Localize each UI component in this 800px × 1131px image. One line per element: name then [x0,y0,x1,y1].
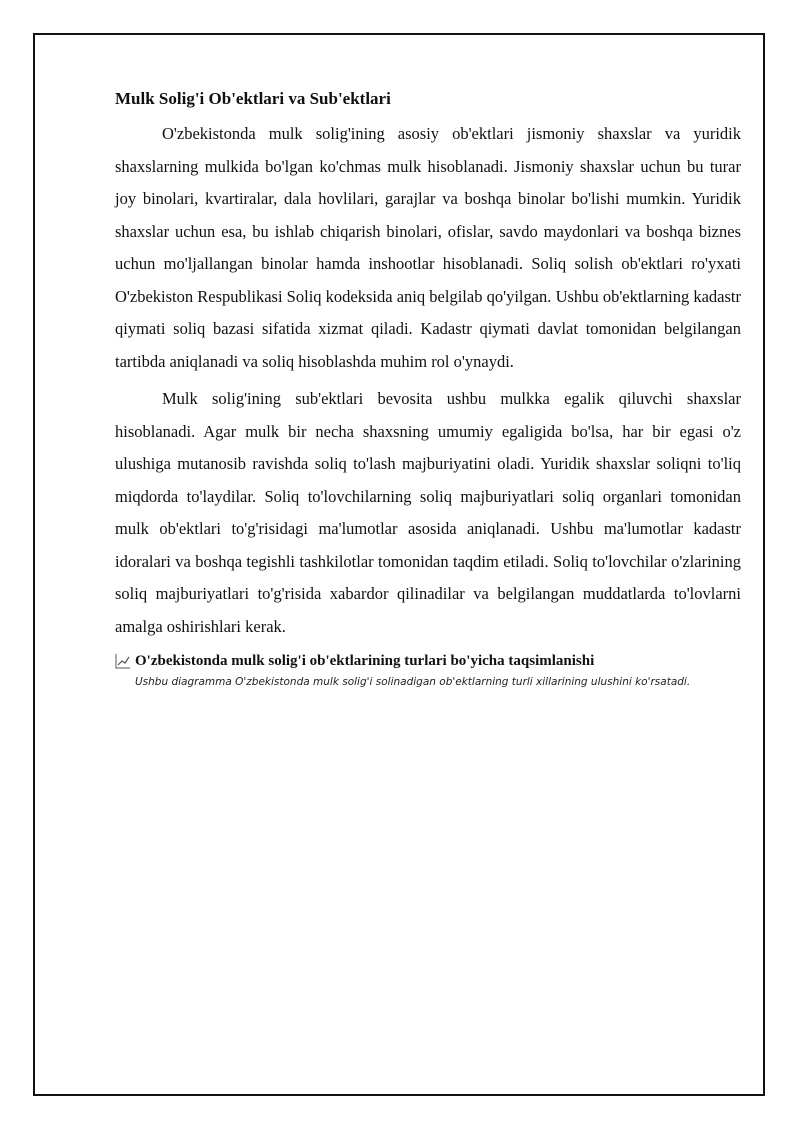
paragraph-objects: O'zbekistonda mulk solig'ining asosiy ob'ektlari jismoniy shaxslar va yuridik shaxslarning mulkida bo'lgan ko'chmas mulk hisoblanadi. Jismoniy shaxslar uchun bu turar joy binolari, kvartiralar, dala hovlilari, garajlar va boshqa binolar bo'lishi mumkin. Yuridik shaxslar uchun esa, bu ishlab chiqarish binolari, ofislar, savdo maydonlari va boshqa biznes uchun mo'ljallangan binolar hamda inshootlar hisoblanadi. Soliq solish ob'ektlari ro'yxati O'zbekiston Respublikasi Soliq kodeksida aniq belgilab qo'yilgan. Ushbu ob'ektlarning kadastr qiymati soliq bazasi sifatida xizmat qiladi. Kadastr qiymati davlat tomonidan belgilangan tartibda aniqlanadi va soliq hisoblashda muhim rol o'ynaydi. [115,124,741,371]
figure-caption [115,650,741,672]
figure-caption-text: O'zbekistonda mulk solig'i ob'ektlarining turlari bo'yicha taqsimlanishi [135,653,595,669]
document-body [115,88,741,690]
figure-description: Ushbu diagramma O'zbekistonda mulk solig'i solinadigan ob'ektlarning turli xillarining ulushini ko'rsatadi. [135,676,691,688]
section-heading: Mulk Solig'i Ob'ektlari va Sub'ektlari [115,89,391,108]
paragraph-subjects: Mulk solig'ining sub'ektlari bevosita ushbu mulkka egalik qiluvchi shaxslar hisoblanadi. Agar mulk bir necha shaxsning umumiy egaligida bo'lsa, har bir egasi o'z ulushiga mutanosib ravishda soliq to'lash majburiyatini oladi. Yuridik shaxslar soliqni to'liq miqdorda to'laydilar. Soliq to'lovchilarning soliq majburiyatlari soliq organlari tomonidan mulk ob'ektlari to'g'risidagi ma'lumotlar asosida aniqlanadi. Ushbu ma'lumotlar kadastr idoralari va boshqa tegishli tashkilotlar tomonidan taqdim etiladi. Soliq to'lovchilar o'zlarining soliq majburiyatlari to'g'risida xabardor qilinadilar va belgilangan muddatlarda to'lovlarni amalga oshirishlari kerak. [115,389,741,636]
chart-icon [115,653,131,669]
